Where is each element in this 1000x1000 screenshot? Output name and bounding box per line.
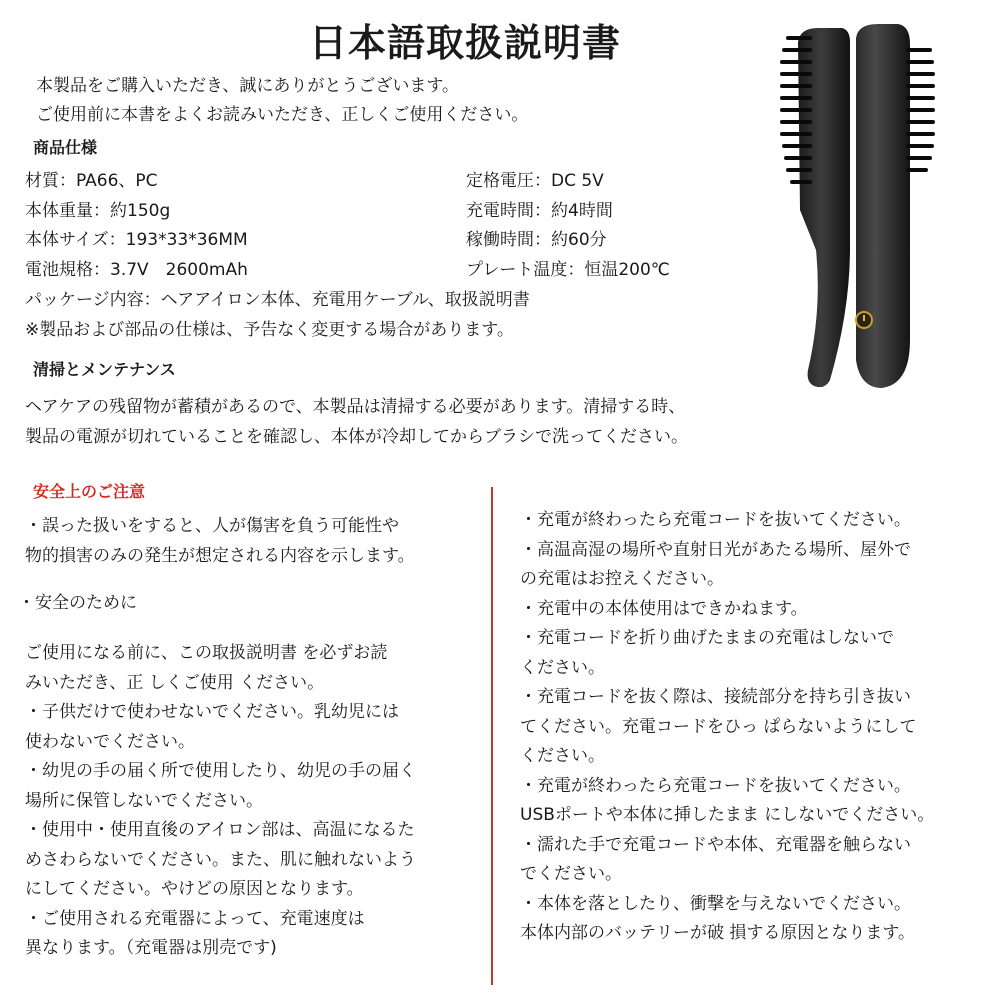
spec-item: 稼働時間：約60分 xyxy=(466,230,607,250)
safety-right-body xyxy=(520,506,934,949)
safety-line: ・充電が終わったら充電コードを抜いてください。 xyxy=(520,775,911,796)
safety-line: にしてください。やけどの原因となります。 xyxy=(25,879,364,899)
safety-line: ・幼児の手の届く所で使用したり、幼児の手の届く xyxy=(25,761,416,781)
safety-line: ・誤った扱いをすると、人が傷害を負う可能性や xyxy=(25,516,399,536)
specs-heading: 商品仕様 xyxy=(33,138,98,157)
safety-heading: 安全上のご注意 xyxy=(33,482,146,501)
safety-line: でください。 xyxy=(520,864,622,884)
spec-item: 本体重量：約150g xyxy=(25,200,171,221)
specs-right-column xyxy=(466,167,670,285)
hair-brush-straightener-image xyxy=(770,10,945,395)
spec-note: ※製品および部品の仕様は、予告なく変更する場合があります。 xyxy=(25,319,514,340)
safety-subheading: ・安全のために xyxy=(18,593,137,613)
brush-right-bristles xyxy=(908,50,933,170)
safety-line: USBポートや本体に挿したまま にしないでください。 xyxy=(520,805,935,825)
spec-item: パッケージ内容：ヘアアイロン本体、充電用ケーブル、取扱説明書 xyxy=(25,290,530,310)
safety-line: 本体内部のバッテリーが破 損する原因となります。 xyxy=(520,923,916,943)
specs-left-column xyxy=(25,167,248,285)
maintenance-line: 製品の電源が切れていることを確認し、本体が冷却してからブラシで洗ってください。 xyxy=(25,427,688,447)
safety-line: ・濡れた手で充電コードや本体、充電器を触らない xyxy=(520,834,911,855)
safety-line: ・充電中の本体使用はできかねます。 xyxy=(520,598,808,619)
safety-line: 使わないでください。 xyxy=(25,731,195,752)
spec-item: 定格電圧：DC 5V xyxy=(466,171,604,191)
safety-line: ご使用になる前に、この取扱説明書 を必ずお読 xyxy=(25,643,388,663)
safety-line: ・ご使用される充電器によって、充電速度は xyxy=(25,908,365,929)
intro-line: 本製品をご購入いただき、誠にありがとうございます。 xyxy=(36,76,459,96)
safety-line: ・高温高湿の場所や直射日光があたる場所、屋外で xyxy=(520,539,911,560)
safety-intro xyxy=(25,512,415,571)
safety-line: ・充電コードを抜く際は、接続部分を持ち引き抜い xyxy=(520,687,911,707)
safety-line: ・子供だけで使わせないでください。乳幼児には xyxy=(25,702,399,722)
safety-line: めさわらないでください。また、肌に触れないよう xyxy=(25,849,416,870)
safety-line: みいただき、正 しくご使用 ください。 xyxy=(25,672,325,693)
safety-line: てください。充電コードをひっ ぱらないようにして xyxy=(520,716,917,737)
safety-line: の充電はお控えください。 xyxy=(520,569,724,589)
specs-full-width xyxy=(25,286,530,345)
safety-line: ・充電が終わったら充電コードを抜いてください。 xyxy=(520,510,911,530)
safety-left-body xyxy=(25,639,416,964)
intro-line: ご使用前に本書をよくお読みいただき、正しくご使用ください。 xyxy=(36,105,529,125)
column-divider xyxy=(491,487,493,985)
brush-right-arm xyxy=(856,24,910,388)
brush-left-arm xyxy=(798,28,850,387)
safety-line: ください。 xyxy=(520,746,605,766)
safety-line: ・使用中・使用直後のアイロン部は、高温になるた xyxy=(25,820,415,840)
spec-item: 充電時間：約4時間 xyxy=(466,200,613,221)
spec-item: 材質：PA66、PC xyxy=(25,171,158,191)
maintenance-heading: 清掃とメンテナンス xyxy=(33,360,176,379)
safety-line: 異なります。（充電器は別売です) xyxy=(25,938,277,958)
safety-line: 物的損害のみの発生が想定される内容を示します。 xyxy=(25,545,415,566)
safety-line: ください。 xyxy=(520,657,605,678)
safety-line: 場所に保管しないでください。 xyxy=(25,790,263,811)
page-title: 日本語取扱説明書 xyxy=(308,21,621,65)
spec-item: 本体サイズ：193*33*36MM xyxy=(25,230,248,250)
intro-text xyxy=(36,72,528,130)
safety-line: ・充電コードを折り曲げたままの充電はしないで xyxy=(520,628,894,648)
spec-item: 電池規格：3.7V 2600mAh xyxy=(25,259,248,280)
maintenance-line: ヘアケアの残留物が蓄積があるので、本製品は清掃する必要があります。清掃する時、 xyxy=(25,397,686,417)
safety-line: ・本体を落としたり、衝撃を与えないでください。 xyxy=(520,893,911,914)
spec-item: プレート温度：恒温200℃ xyxy=(466,259,670,280)
maintenance-text xyxy=(25,392,688,452)
